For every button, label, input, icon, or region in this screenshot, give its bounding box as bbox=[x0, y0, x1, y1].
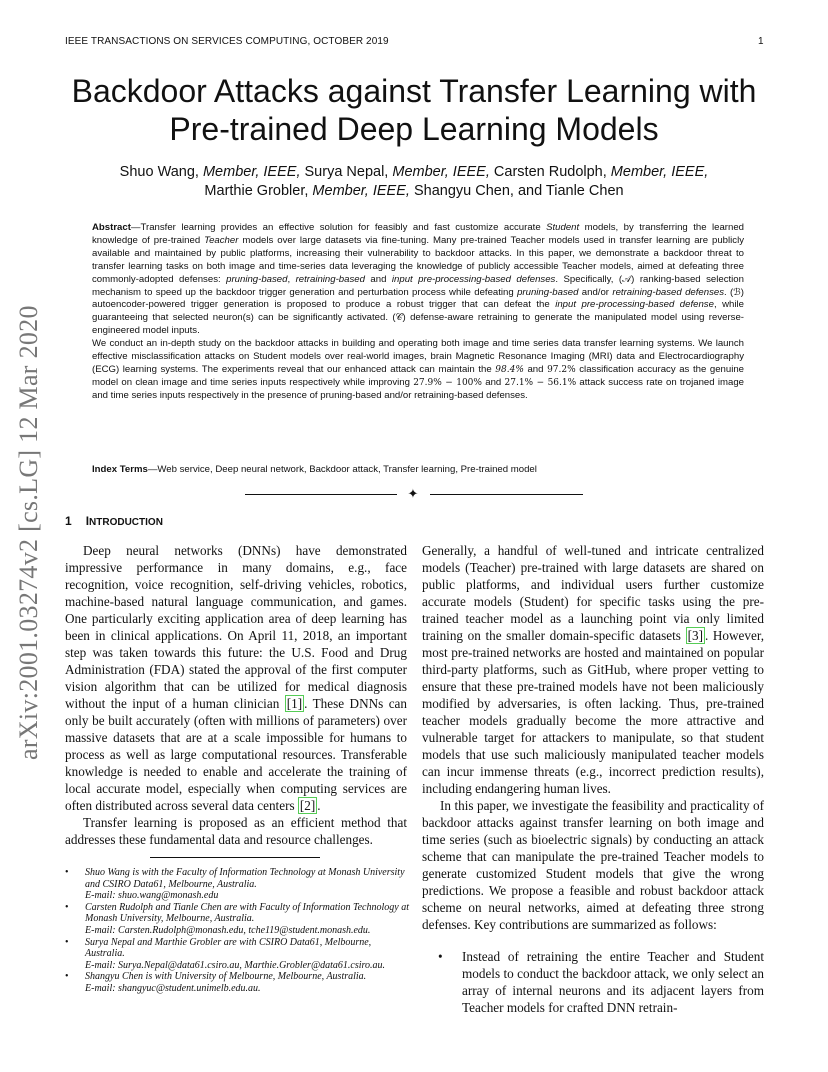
section-title-rest: NTRODUCTION bbox=[89, 517, 163, 528]
footnote-email: E-mail: shuo.wang@monash.edu bbox=[85, 890, 219, 902]
section-heading bbox=[65, 514, 163, 528]
text: , while guaranteeing that selected neuron(s) can be significantly activated. ( bbox=[92, 299, 744, 324]
text: . Specifically, ( bbox=[555, 273, 623, 285]
text: retraining-based bbox=[295, 273, 365, 285]
text: Carsten Rudolph and Tianle Chen are with Faculty of Information Technology at Monash University, Melbourne, Australia. bbox=[85, 901, 409, 925]
text: and bbox=[481, 376, 505, 388]
index-terms-text: —Web service, Deep neural network, Backdoor attack, Transfer learning, Pre-trained model bbox=[147, 464, 537, 475]
title-line-1: Backdoor Attacks against Transfer Learning with bbox=[71, 73, 757, 109]
citation-link[interactable]: [1] bbox=[286, 696, 303, 711]
footnote-email: E-mail: shangyuc@student.unimelb.edu.au. bbox=[85, 982, 261, 994]
footnote-item bbox=[65, 971, 410, 994]
abstract-label: Abstract bbox=[92, 222, 131, 233]
author-name: Shangyu Chen, and Tianle Chen bbox=[413, 183, 624, 199]
author-name: Carsten Rudolph, bbox=[493, 164, 607, 180]
text: classification accuracy as the genuine model on clean image and time series inputs respectively while improving bbox=[92, 363, 745, 388]
footnote-item bbox=[65, 937, 410, 972]
text: models over large datasets via fine-tuning. Many pre-trained Teacher models used in transfer learning are publicly available and maintained by public platforms, increasing their vulnerability to backdoor attacks. In this paper, we demonstrate a backdoor threat to transfer learning tasks on both image and time-series data leveraging the knowledge of publicly accessible Teacher models, aimed at defeating three commonly-adopted defenses: bbox=[92, 234, 744, 285]
math: 27.9% − 100% bbox=[413, 377, 482, 388]
citation-link[interactable]: [2] bbox=[299, 798, 316, 813]
section-divider bbox=[0, 487, 828, 503]
author-footnotes bbox=[65, 867, 410, 995]
math: ℬ bbox=[733, 286, 741, 298]
text: Deep neural networks (DNNs) have demonstrated impressive performance in many domains, e.g., face recognition, voice recognition, self-driving vehicles, robotics, machine-based natural language communication, and games. One particularly exciting application area of deep learning has been in clinical applications. On April 11, 2018, an important step was taken towards this future: the U.S. Food and Drug Administration (FDA) stated the approval of the first computer vision algorithm that can be utilized for medical diagnosis without the input of a human clinician bbox=[65, 543, 407, 711]
abstract-paragraph-1 bbox=[92, 222, 744, 338]
footnote-email: E-mail: Surya.Nepal@data61.csiro.au, Marthie.Grobler@data61.csiro.au. bbox=[85, 959, 386, 971]
author-role: Member, IEEE, bbox=[610, 164, 709, 180]
author-role: Member, IEEE, bbox=[312, 183, 410, 199]
list-item: • Instead of retraining the entire Teacher and Student models to conduct the backdoor attack, we only select an array of internal neurons and its adjacent layers from Teacher models for crafted DNN retrain- bbox=[422, 948, 764, 1016]
math: 97.2% bbox=[547, 364, 576, 375]
text: models, by transferring the learned knowledge of pre-trained bbox=[92, 222, 745, 246]
footnote-email: E-mail: Carsten.Rudolph@monash.edu, tche119@student.monash.edu. bbox=[85, 924, 371, 936]
text: retraining-based defenses bbox=[612, 286, 725, 298]
math: 27.1% − 56.1% bbox=[504, 377, 577, 388]
author-name: Shuo Wang, bbox=[119, 164, 199, 180]
left-column bbox=[65, 542, 407, 848]
body-paragraph bbox=[422, 542, 764, 797]
text: and bbox=[523, 363, 548, 375]
author-name: Marthie Grobler, bbox=[204, 183, 309, 199]
text: and bbox=[364, 273, 392, 285]
citation-link[interactable]: [3] bbox=[687, 628, 703, 643]
divider-star-icon: ✦ bbox=[407, 487, 419, 502]
text: Surya Nepal and Marthie Grobler are with CSIRO Data61, Melbourne, Australia. bbox=[85, 936, 372, 960]
text: and/or bbox=[578, 286, 613, 298]
text: Generally, a handful of well-tuned and intricate centralized models (Teacher) pre-trained with large datasets are shared on public platforms, and individual users further customize accurate models (Student) for specific tasks using the pre-trained teacher model as a launching point via only limited training on the smaller domain-specific datasets bbox=[422, 543, 764, 643]
running-header: IEEE TRANSACTIONS ON SERVICES COMPUTING, OCTOBER 2019 bbox=[65, 36, 389, 47]
author-list bbox=[60, 163, 768, 201]
right-column bbox=[422, 542, 764, 933]
body-paragraph bbox=[65, 542, 407, 814]
text: . However, most pre-trained networks are hosted and maintained on popular third-party platforms, such as GitHub, where proper vetting to ensure that these pre-trained models have not been maliciously modified by adversaries, is often lacking. Thus, pre-trained teacher models gradually become the more attractive and vulnerable target for attackers to manipulate, so that student models that use such maliciously manipulated teacher models can incur immense threats (e.g., incorrect prediction results), including endangering human lives. bbox=[422, 628, 764, 796]
footnote-rule bbox=[150, 857, 320, 858]
footnote-item bbox=[65, 902, 410, 937]
author-name: Surya Nepal, bbox=[304, 164, 389, 180]
math: 𝒜 bbox=[622, 273, 632, 285]
math: 98.4% bbox=[495, 364, 524, 375]
math: 𝒞 bbox=[395, 312, 403, 324]
body-paragraph: Transfer learning is proposed as an efficient method that addresses these fundamental data and resource challenges. bbox=[65, 815, 407, 847]
text: . bbox=[317, 798, 321, 813]
text: pruning-based bbox=[517, 286, 579, 298]
text: ) ranking-based selection mechanism to speed up the backdoor trigger generation and perturbation process while defeating bbox=[92, 273, 744, 298]
footnote-item bbox=[65, 867, 410, 902]
abstract bbox=[92, 222, 744, 403]
page-number: 1 bbox=[758, 36, 764, 47]
text: ) defense-aware retraining to generate the manipulated model using reverse-engineered model inputs. bbox=[92, 312, 744, 337]
text: Teacher bbox=[204, 234, 239, 246]
index-terms bbox=[92, 463, 744, 476]
contributions-list bbox=[422, 948, 764, 1016]
text: pruning-based bbox=[226, 273, 288, 285]
author-role: Member, IEEE, bbox=[202, 164, 301, 180]
section-number: 1 bbox=[65, 514, 72, 528]
text: attack success rate on trojaned image and time series inputs respectively in the presence of pruning-based and/or retraining-based defenses. bbox=[92, 376, 744, 401]
section-title-initial: I bbox=[85, 514, 90, 528]
text: Student bbox=[546, 222, 580, 233]
arxiv-stamp: arXiv:2001.03274v2 [cs.LG] 12 Mar 2020 bbox=[14, 305, 43, 760]
text: Shuo Wang is with the Faculty of Information Technology at Monash University and CSIRO Data61, Melbourne, Australia. bbox=[85, 867, 405, 890]
text: input pre-processing-based defense bbox=[555, 299, 714, 311]
text: —Transfer learning provides an effective solution for feasibly and fast customize accurate bbox=[130, 222, 547, 233]
body-paragraph: In this paper, we investigate the feasibility and practicality of backdoor attacks against transfer learning on both image and time series (such as bioelectric signals) by conducting an attack scheme that can manipulate the pre-trained Teacher models to generate customized Student models that give the wrong predictions. We propose a feasible and robust backdoor attack scheme on neural networks, aimed at defeating three strong defenses. Key contributions are summarized as follows: bbox=[422, 798, 764, 932]
divider-line-left bbox=[245, 494, 397, 495]
text: . ( bbox=[724, 286, 734, 298]
text: . These DNNs can only be built accurately (often with millions of parameters) over massive datasets that are at a scale impossible for humans to process as well as large computational resources. Transferable knowledge is needed to enable and accelerate the training of local accurate model, especially when computing services are often distributed across several data centers bbox=[65, 696, 407, 813]
abstract-paragraph-2 bbox=[92, 338, 744, 403]
index-terms-label: Index Terms bbox=[92, 464, 148, 475]
divider-line-right bbox=[430, 494, 583, 495]
paper-title bbox=[30, 72, 798, 148]
text: We conduct an in-depth study on the backdoor attacks in building and operating both image and time series data transfer learning systems. We launch effective misclassification attacks on Student models over real-world images, brain Magnetic Resonance Imaging (MRI) data and Electrocardiography (ECG) learning systems. The experiments reveal that our enhanced attack can maintain the bbox=[92, 338, 744, 375]
text: Shangyu Chen is with University of Melbourne, Melbourne, Australia. bbox=[85, 971, 367, 983]
text: , bbox=[287, 273, 296, 285]
text: input pre-processing-based defenses bbox=[391, 273, 556, 285]
text: ) autoencoder-powered trigger generation is proposed to produce a robust trigger that can defeat the bbox=[92, 286, 744, 311]
author-role: Member, IEEE, bbox=[392, 164, 490, 180]
title-line-2: Pre-trained Deep Learning Models bbox=[169, 111, 659, 147]
